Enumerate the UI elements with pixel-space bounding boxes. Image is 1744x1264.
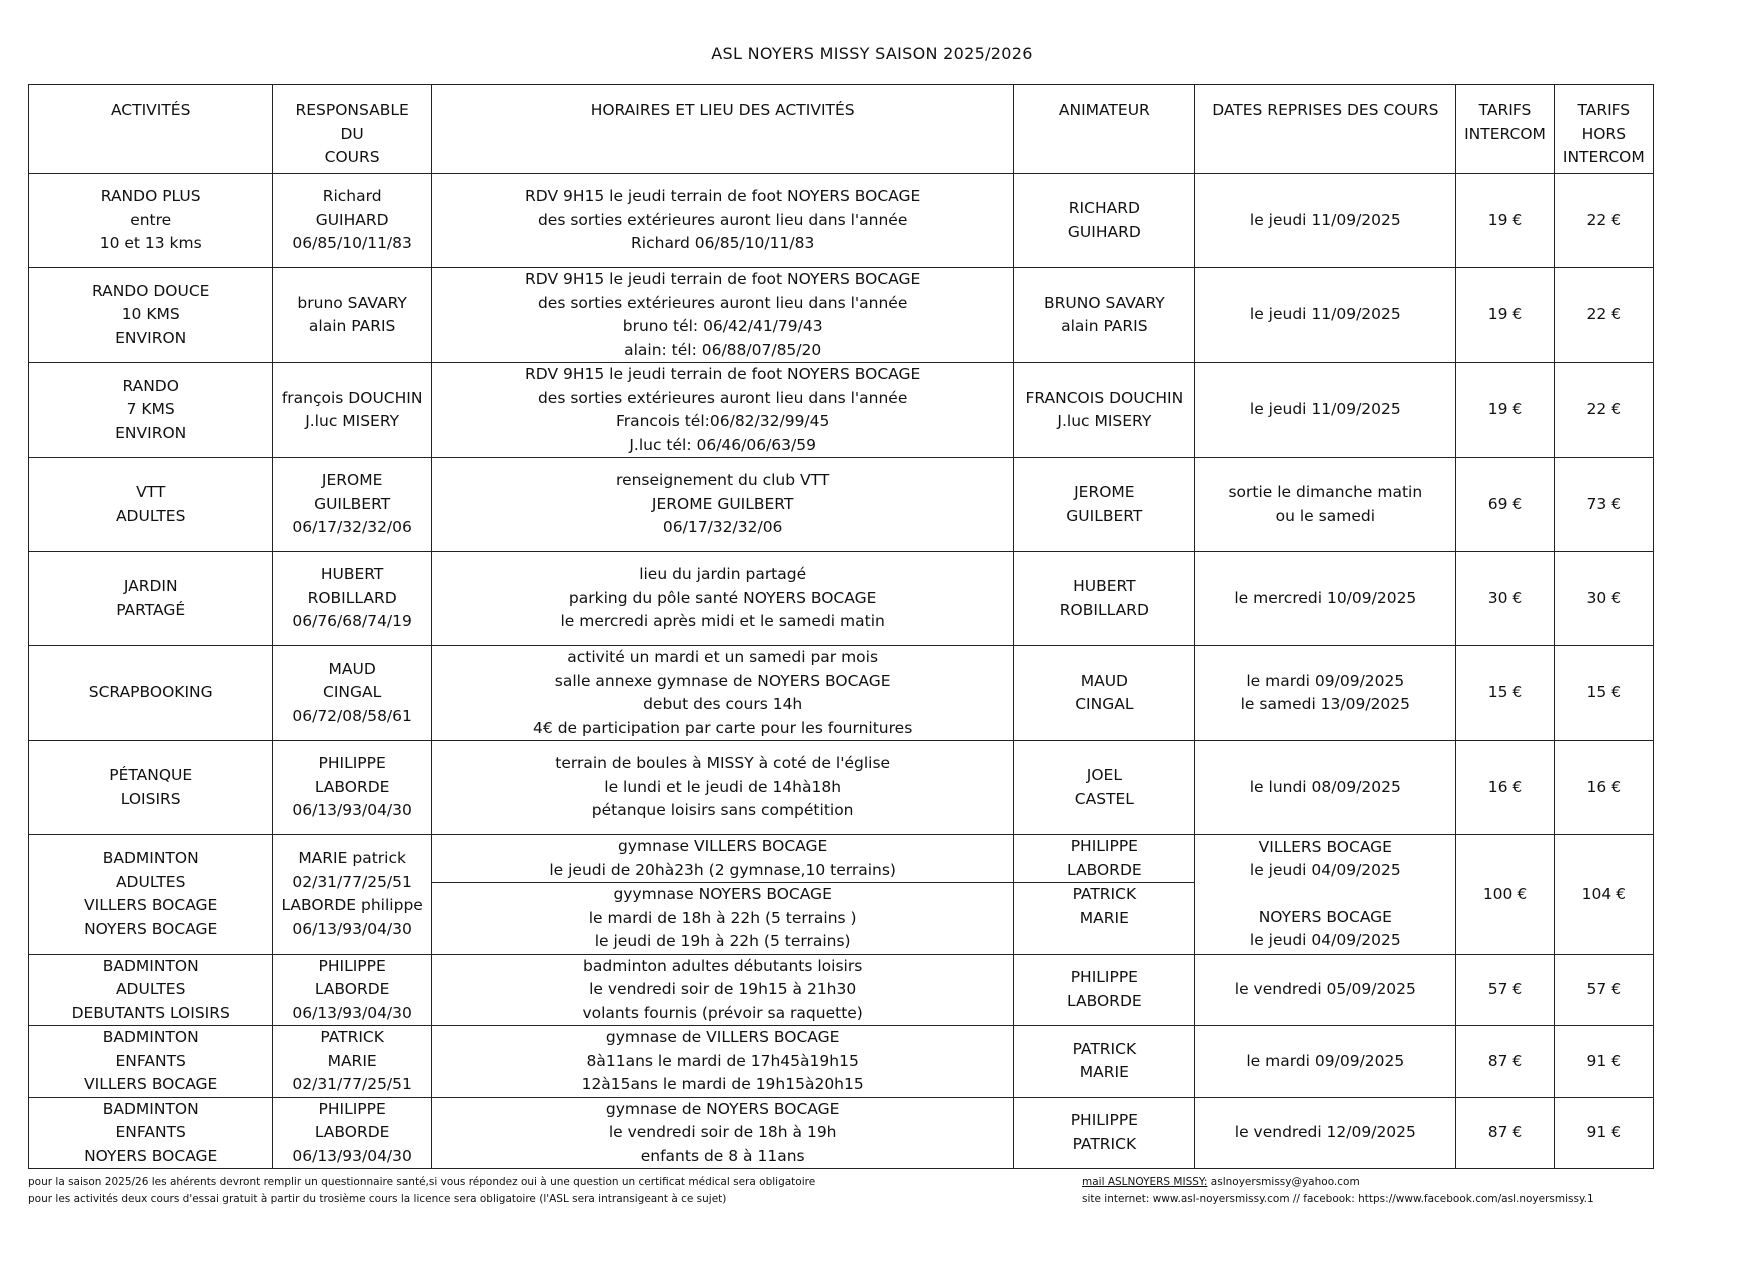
activity-cell: JARDIN PARTAGÉ bbox=[29, 552, 273, 646]
header-animateur: ANIMATEUR bbox=[1014, 85, 1195, 174]
header-dates: DATES REPRISES DES COURS bbox=[1195, 85, 1456, 174]
horaires-cell: renseignement du club VTT JEROME GUILBERT 06/17/32/32/06 bbox=[431, 458, 1014, 552]
footer-contacts bbox=[1082, 1174, 1594, 1208]
horaires-cell: RDV 9H15 le jeudi terrain de foot NOYERS BOCAGE des sorties extérieures auront lieu dans l'année Richard 06/85/10/11/83 bbox=[431, 174, 1014, 268]
horaires-cell: activité un mardi et un samedi par mois salle annexe gymnase de NOYERS BOCAGE debut des cours 14h 4€ de participation par carte pour les fournitures bbox=[431, 646, 1014, 741]
dates-cell: le lundi 08/09/2025 bbox=[1195, 741, 1456, 835]
tarif-hors-intercom-cell: 22 € bbox=[1554, 174, 1653, 268]
responsable-cell: HUBERT ROBILLARD 06/76/68/74/19 bbox=[273, 552, 431, 646]
animateur-cell: PHILIPPE PATRICK bbox=[1014, 1097, 1195, 1169]
header-activites: ACTIVITÉS bbox=[29, 85, 273, 174]
table-row bbox=[29, 741, 1654, 835]
page-title: ASL NOYERS MISSY SAISON 2025/2026 bbox=[711, 44, 1033, 63]
dates-cell: VILLERS BOCAGE le jeudi 04/09/2025 NOYERS BOCAGE le jeudi 04/09/2025 bbox=[1195, 835, 1456, 955]
horaires-cell: lieu du jardin partagé parking du pôle santé NOYERS BOCAGE le mercredi après midi et le samedi matin bbox=[431, 552, 1014, 646]
tarif-hors-intercom-cell: 57 € bbox=[1554, 954, 1653, 1026]
tarif-hors-intercom-cell: 104 € bbox=[1554, 835, 1653, 955]
animateur-cell: BRUNO SAVARY alain PARIS bbox=[1014, 268, 1195, 363]
horaires-cell: RDV 9H15 le jeudi terrain de foot NOYERS BOCAGE des sorties extérieures auront lieu dans l'année bruno tél: 06/42/41/79/43 alain: tél: 06/88/07/85/20 bbox=[431, 268, 1014, 363]
dates-cell: le vendredi 05/09/2025 bbox=[1195, 954, 1456, 1026]
activity-cell: BADMINTON ADULTES VILLERS BOCAGE NOYERS BOCAGE bbox=[29, 835, 273, 955]
tarif-hors-intercom-cell: 30 € bbox=[1554, 552, 1653, 646]
tarif-intercom-cell: 19 € bbox=[1456, 174, 1554, 268]
tarif-intercom-cell: 57 € bbox=[1456, 954, 1554, 1026]
header-horaires: HORAIRES ET LIEU DES ACTIVITÉS bbox=[431, 85, 1014, 174]
activity-cell: BADMINTON ENFANTS VILLERS BOCAGE bbox=[29, 1026, 273, 1098]
activity-cell: VTT ADULTES bbox=[29, 458, 273, 552]
dates-cell: le mercredi 10/09/2025 bbox=[1195, 552, 1456, 646]
mail-label: mail ASLNOYERS MISSY: bbox=[1082, 1176, 1208, 1188]
tarif-intercom-cell: 87 € bbox=[1456, 1097, 1554, 1169]
header-row bbox=[29, 85, 1654, 174]
table-row bbox=[29, 268, 1654, 363]
header-tarifs-intercom: TARIFS INTERCOM bbox=[1456, 85, 1554, 174]
mail-link[interactable]: aslnoyersmissy@yahoo.com bbox=[1207, 1176, 1360, 1188]
tarif-intercom-cell: 30 € bbox=[1456, 552, 1554, 646]
tarif-intercom-cell: 69 € bbox=[1456, 458, 1554, 552]
responsable-cell: PHILIPPE LABORDE 06/13/93/04/30 bbox=[273, 954, 431, 1026]
tarif-intercom-cell: 15 € bbox=[1456, 646, 1554, 741]
tarif-intercom-cell: 100 € bbox=[1456, 835, 1554, 955]
responsable-cell: Richard GUIHARD 06/85/10/11/83 bbox=[273, 174, 431, 268]
dates-cell: le mardi 09/09/2025 bbox=[1195, 1026, 1456, 1098]
dates-cell: le mardi 09/09/2025 le samedi 13/09/2025 bbox=[1195, 646, 1456, 741]
table-row bbox=[29, 363, 1654, 458]
animateur-cell: PHILIPPE LABORDE bbox=[1014, 835, 1195, 883]
footer-notes bbox=[28, 1174, 815, 1208]
activity-cell: SCRAPBOOKING bbox=[29, 646, 273, 741]
animateur-cell: RICHARD GUIHARD bbox=[1014, 174, 1195, 268]
animateur-cell: MAUD CINGAL bbox=[1014, 646, 1195, 741]
footer-site[interactable]: site internet: www.asl-noyersmissy.com // facebook: https://www.facebook.com/asl.noyersmissy.1 bbox=[1082, 1193, 1594, 1205]
header-responsable: RESPONSABLE DU COURS bbox=[273, 85, 431, 174]
horaires-cell: badminton adultes débutants loisirs le vendredi soir de 19h15 à 21h30 volants fournis (prévoir sa raquette) bbox=[431, 954, 1014, 1026]
tarif-hors-intercom-cell: 91 € bbox=[1554, 1026, 1653, 1098]
dates-cell: sortie le dimanche matin ou le samedi bbox=[1195, 458, 1456, 552]
table-row bbox=[29, 835, 1654, 883]
tarif-hors-intercom-cell: 22 € bbox=[1554, 268, 1653, 363]
tarif-intercom-cell: 87 € bbox=[1456, 1026, 1554, 1098]
footer-note-sante: pour la saison 2025/26 les ahérents devront remplir un questionnaire santé,si vous répondez oui à une question un certificat médical sera obligatoire bbox=[28, 1176, 816, 1188]
tarif-intercom-cell: 19 € bbox=[1456, 268, 1554, 363]
activities-table bbox=[28, 84, 1654, 1169]
tarif-hors-intercom-cell: 91 € bbox=[1554, 1097, 1653, 1169]
table-row bbox=[29, 552, 1654, 646]
tarif-intercom-cell: 16 € bbox=[1456, 741, 1554, 835]
footer-mail bbox=[1082, 1174, 1594, 1191]
activity-cell: RANDO PLUS entre 10 et 13 kms bbox=[29, 174, 273, 268]
activity-cell: BADMINTON ENFANTS NOYERS BOCAGE bbox=[29, 1097, 273, 1169]
table-row bbox=[29, 1026, 1654, 1098]
tarif-hors-intercom-cell: 16 € bbox=[1554, 741, 1653, 835]
responsable-cell: bruno SAVARY alain PARIS bbox=[273, 268, 431, 363]
table-row bbox=[29, 954, 1654, 1026]
dates-cell: le jeudi 11/09/2025 bbox=[1195, 174, 1456, 268]
animateur-cell: JOEL CASTEL bbox=[1014, 741, 1195, 835]
responsable-cell: JEROME GUILBERT 06/17/32/32/06 bbox=[273, 458, 431, 552]
responsable-cell: PATRICK MARIE 02/31/77/25/51 bbox=[273, 1026, 431, 1098]
activity-cell: RANDO 7 KMS ENVIRON bbox=[29, 363, 273, 458]
responsable-cell: PHILIPPE LABORDE 06/13/93/04/30 bbox=[273, 1097, 431, 1169]
tarif-hors-intercom-cell: 15 € bbox=[1554, 646, 1653, 741]
animateur-cell: PATRICK MARIE bbox=[1014, 883, 1195, 955]
tarif-hors-intercom-cell: 22 € bbox=[1554, 363, 1653, 458]
responsable-cell: PHILIPPE LABORDE 06/13/93/04/30 bbox=[273, 741, 431, 835]
table-row bbox=[29, 1097, 1654, 1169]
table-row bbox=[29, 646, 1654, 741]
responsable-cell: MAUD CINGAL 06/72/08/58/61 bbox=[273, 646, 431, 741]
header-tarifs-hors-intercom: TARIFS HORS INTERCOM bbox=[1554, 85, 1653, 174]
dates-cell: le jeudi 11/09/2025 bbox=[1195, 268, 1456, 363]
horaires-cell: gymnase de VILLERS BOCAGE 8à11ans le mardi de 17h45à19h15 12à15ans le mardi de 19h15à20h15 bbox=[431, 1026, 1014, 1098]
animateur-cell: PHILIPPE LABORDE bbox=[1014, 954, 1195, 1026]
animateur-cell: FRANCOIS DOUCHIN J.luc MISERY bbox=[1014, 363, 1195, 458]
dates-cell: le jeudi 11/09/2025 bbox=[1195, 363, 1456, 458]
table-row bbox=[29, 174, 1654, 268]
animateur-cell: HUBERT ROBILLARD bbox=[1014, 552, 1195, 646]
table-row bbox=[29, 458, 1654, 552]
horaires-cell: gyymnase NOYERS BOCAGE le mardi de 18h à 22h (5 terrains ) le jeudi de 19h à 22h (5 terrains) bbox=[431, 883, 1014, 955]
horaires-cell: gymnase VILLERS BOCAGE le jeudi de 20hà23h (2 gymnase,10 terrains) bbox=[431, 835, 1014, 883]
horaires-cell: gymnase de NOYERS BOCAGE le vendredi soir de 18h à 19h enfants de 8 à 11ans bbox=[431, 1097, 1014, 1169]
responsable-cell: MARIE patrick 02/31/77/25/51 LABORDE philippe 06/13/93/04/30 bbox=[273, 835, 431, 955]
activity-cell: RANDO DOUCE 10 KMS ENVIRON bbox=[29, 268, 273, 363]
horaires-cell: RDV 9H15 le jeudi terrain de foot NOYERS BOCAGE des sorties extérieures auront lieu dans l'année Francois tél:06/82/32/99/45 J.luc tél: 06/46/06/63/59 bbox=[431, 363, 1014, 458]
dates-cell: le vendredi 12/09/2025 bbox=[1195, 1097, 1456, 1169]
tarif-intercom-cell: 19 € bbox=[1456, 363, 1554, 458]
animateur-cell: PATRICK MARIE bbox=[1014, 1026, 1195, 1098]
animateur-cell: JEROME GUILBERT bbox=[1014, 458, 1195, 552]
footer-note-essai: pour les activités deux cours d'essai gratuit à partir du trosième cours la licence sera obligatoire (l'ASL sera intransigeant à ce sujet) bbox=[28, 1193, 727, 1205]
activity-cell: BADMINTON ADULTES DEBUTANTS LOISIRS bbox=[29, 954, 273, 1026]
activity-cell: PÉTANQUE LOISIRS bbox=[29, 741, 273, 835]
responsable-cell: françois DOUCHIN J.luc MISERY bbox=[273, 363, 431, 458]
horaires-cell: terrain de boules à MISSY à coté de l'église le lundi et le jeudi de 14hà18h pétanque loisirs sans compétition bbox=[431, 741, 1014, 835]
tarif-hors-intercom-cell: 73 € bbox=[1554, 458, 1653, 552]
